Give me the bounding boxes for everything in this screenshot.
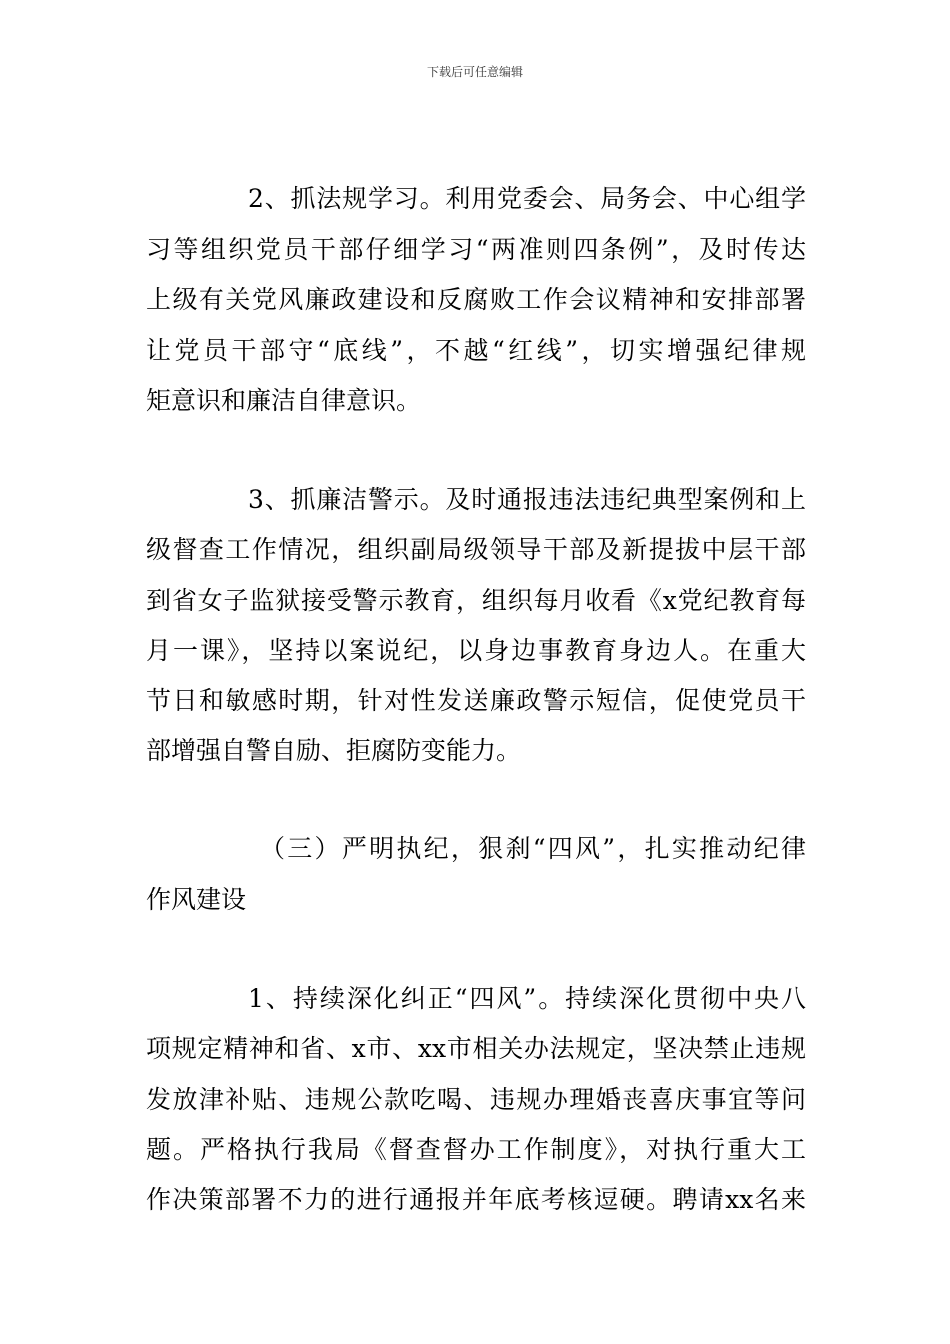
paragraph-2-line-5: 节日和敏感时期，针对性发送廉政警示短信，促使党员干: [146, 686, 806, 715]
paragraph-3-line-3: 发放津补贴、违规公款吃喝、违规办理婚丧喜庆事宜等问: [146, 1085, 806, 1114]
paragraph-1-line-3: 上级有关党风廉政建设和反腐败工作会议精神和安排部署: [146, 285, 806, 314]
paragraph-1-line-1: 2、抓法规学习。利用党委会、局务会、中心组学: [248, 184, 806, 213]
section-heading-line-2: 作风建设: [146, 885, 247, 914]
paragraph-2-line-3: 到省女子监狱接受警示教育，组织每月收看《x党纪教育每: [146, 586, 806, 615]
paragraph-1-line-2: 习等组织党员干部仔细学习“两准则四条例”，及时传达: [146, 235, 806, 264]
paragraph-3-line-4: 题。严格执行我局《督查督办工作制度》，对执行重大工: [146, 1135, 806, 1164]
paragraph-1-line-4: 让党员干部守“底线”，不越“红线”，切实增强纪律规: [146, 336, 806, 365]
paragraph-2-line-1: 3、抓廉洁警示。及时通报违法违纪典型案例和上: [248, 485, 806, 514]
paragraph-3-line-1: 1、持续深化纠正“四风”。持续深化贯彻中央八: [248, 984, 806, 1013]
paragraph-2-line-2: 级督查工作情况，组织副局级领导干部及新提拔中层干部: [146, 535, 806, 564]
paragraph-3-line-5: 作决策部署不力的进行通报并年底考核逗硬。聘请xx名来: [146, 1185, 806, 1214]
paragraph-1-line-5: 矩意识和廉洁自律意识。: [146, 386, 422, 415]
paragraph-2-line-6: 部增强自警自励、拒腐防变能力。: [146, 736, 522, 765]
paragraph-3-line-2: 项规定精神和省、x市、xx市相关办法规定，坚决禁止违规: [146, 1034, 806, 1063]
page-header: 下载后可任意编辑: [426, 65, 523, 79]
section-heading-line-1: （三）严明执纪，狠刹“四风”，扎实推动纪律: [260, 834, 806, 863]
paragraph-2-line-4: 月一课》，坚持以案说纪，以身边事教育身边人。在重大: [146, 636, 806, 665]
